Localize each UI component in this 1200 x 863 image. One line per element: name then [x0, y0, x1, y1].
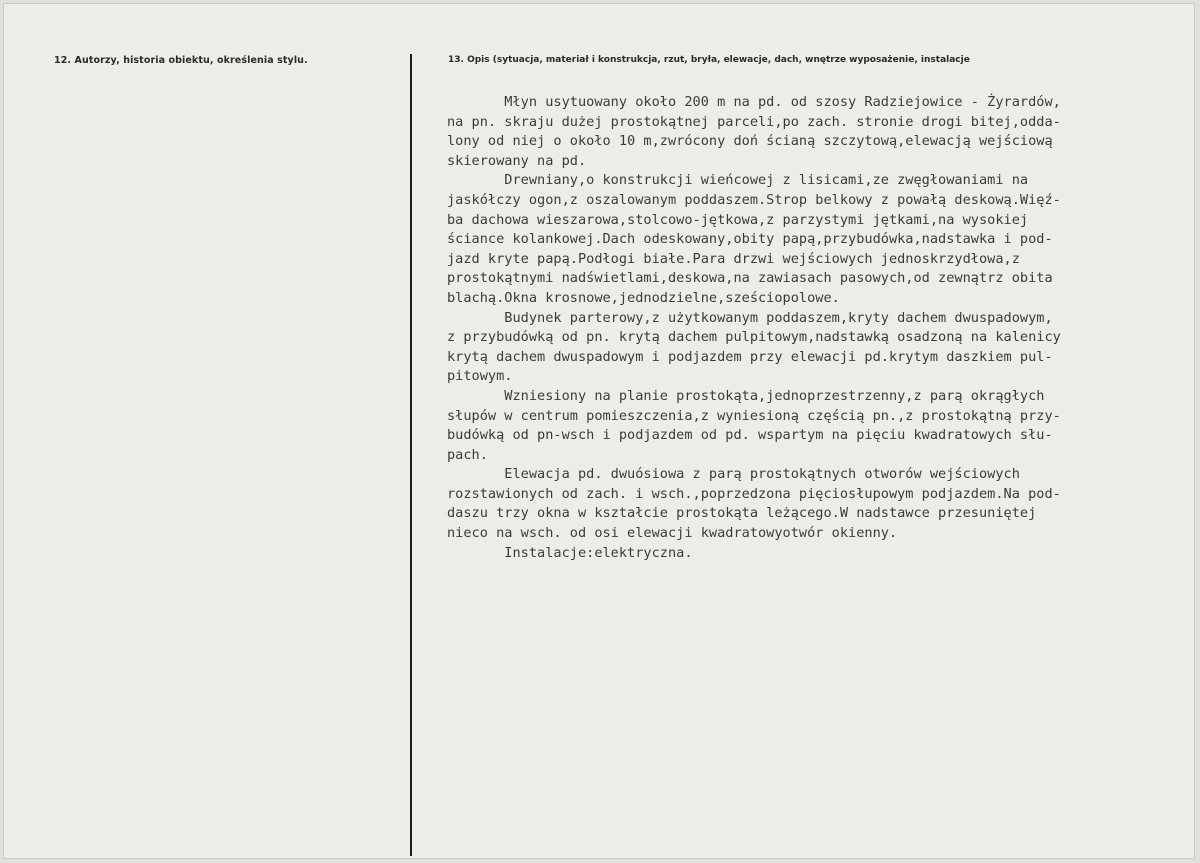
section-13-heading: 13. Opis (sytuacja, materiał i konstrukcja, rzut, bryła, elewacje, dach, wnętrze wyposażenie, instalacje: [448, 55, 970, 65]
description-line: z przybudówką od pn. krytą dachem pulpitowym,nadstawką osadzoną na kalenicy: [447, 329, 1061, 346]
form-sheet: [3, 3, 1195, 859]
description-line: ba dachowa wieszarowa,stolcowo-jętkowa,z parzystymi jętkami,na wysokiej: [447, 211, 1029, 228]
description-line: jazd kryte papą.Podłogi białe.Para drzwi wejściowych jednoskrzydłowa,z: [447, 250, 1020, 267]
description-line: Instalacje:elektryczna.: [447, 544, 693, 561]
description-line: pach.: [447, 446, 488, 463]
description-line: na pn. skraju dużej prostokątnej parceli,po zach. stronie drogi bitej,odda-: [447, 113, 1061, 130]
description-line: skierowany na pd.: [447, 152, 587, 169]
description-line: budówką od pn-wsch i podjazdem od pd. wspartym na pięciu kwadratowych słu-: [447, 427, 1053, 444]
description-line: blachą.Okna krosnowe,jednodzielne,sześciopolowe.: [447, 289, 840, 306]
description-line: Budynek parterowy,z użytkowanym poddaszem,kryty dachem dwuspadowym,: [447, 309, 1053, 326]
description-line: rozstawionych od zach. i wsch.,poprzedzona pięciosłupowym podjazdem.Na pod-: [447, 485, 1061, 502]
description-line: lony od niej o około 10 m,zwrócony doń ścianą szczytową,elewacją wejściową: [447, 133, 1053, 150]
description-line: daszu trzy okna w kształcie prostokąta leżącego.W nadstawce przesuniętej: [447, 505, 1037, 522]
column-divider: [410, 54, 412, 856]
description-line: Młyn usytuowany około 200 m na pd. od szosy Radziejowice - Żyrardów,: [447, 94, 1061, 110]
description-line: nieco na wsch. od osi elewacji kwadratowyotwór okienny.: [447, 525, 898, 542]
description-line: krytą dachem dwuspadowym i podjazdem przy elewacji pd.krytym daszkiem pul-: [447, 348, 1053, 365]
description-line: jaskółczy ogon,z oszalowanym poddaszem.Strop belkowy z powałą deskową.Więź-: [447, 191, 1061, 208]
section-12-heading: 12. Autorzy, historia obiektu, określenia stylu.: [54, 55, 308, 66]
description-line: Drewniany,o konstrukcji wieńcowej z lisicami,ze zwęgłowaniami na: [447, 172, 1029, 189]
description-line: Elewacja pd. dwuósiowa z parą prostokątnych otworów wejściowych: [447, 466, 1020, 483]
description-line: ściance kolankowej.Dach odeskowany,obity papą,przybudówka,nadstawka i pod-: [447, 231, 1053, 248]
description-line: Wzniesiony na planie prostokąta,jednoprzestrzenny,z parą okrągłych: [447, 387, 1045, 404]
description-line: słupów w centrum pomieszczenia,z wyniesioną częścią pn.,z prostokątną przy-: [447, 407, 1061, 424]
description-line: pitowym.: [447, 368, 513, 385]
description-text: [447, 93, 1199, 563]
description-line: prostokątnymi nadświetlami,deskowa,na zawiasach pasowych,od zewnątrz obita: [447, 270, 1053, 287]
